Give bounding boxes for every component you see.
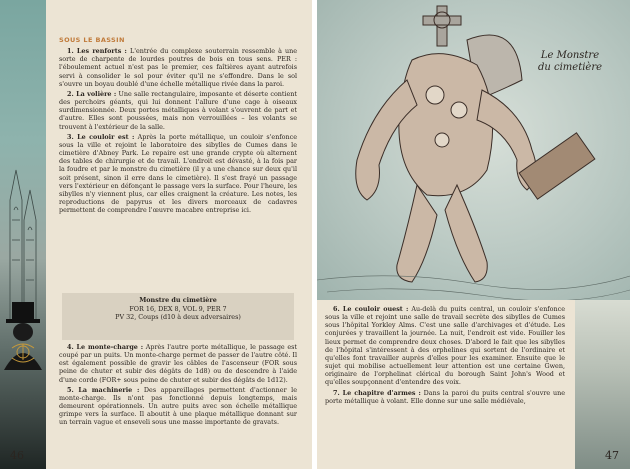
page-number-left: 46 (10, 449, 24, 462)
paragraph-monte-charge: 4. Le monte-charge : Après l'autre porte métallique, le passage est coupé par un puits. Un monte-charge permet de passer de l'autre côté. Il est également possible de gravir les câbles de l'ascenseur (FOR sous peine de chuter et subir des dégâts de 1d8) ou de descendre à l'aide d'une corde (FOR+ sous peine de chuter et subir des dégâts de 1d12). (59, 343, 297, 384)
paragraph-voliere: 2. La volière : Une salle rectangulaire, imposante et déserte contient des perchoirs géants, qui lui donnent l'allure d'une cage à oiseaux surdimensionnée. Deux portes métalliques à volant s'ouvrent de part et d'autre. Elles sont poussées, mais non verrouillées – les volants se trouvent à l'extérieur de la salle. (59, 89, 297, 131)
paragraph-machinerie: 5. La machinerie : Des appareillages permettent d'actionner le monte-charge. Ils n'ont pas fonctionné depuis longtemps, mais demeurent opérationnels. Un autre puits avec son échelle métallique grimpe vers la surface. Il aboutit à une plaque métallique donnant sur un terrain vague et enseveli sous une masse importante de gravats. (59, 385, 298, 427)
church-spire-icon (6, 160, 40, 320)
paragraph-renforts: 1. Les renforts : L'entrée du complexe souterrain ressemble à une sorte de charpente de lourdes poutres de bois en tous sens. PER : l'éboulement actuel n'est pas le premier, ces faîtières ayant autrefois servi à consolider le sol pour éviter qu'il ne s'effondre. Dans le sol s'ouvre un boyau doublé d'une échelle métallique rivée dans la paroi. (59, 47, 297, 88)
gothic-church-illustration (0, 0, 46, 469)
paragraph-couloir-ouest: 6. Le couloir ouest : Au-delà du puits central, un couloir s'enfonce sous la ville et rejoint une salle de travail secrète des sibylles de Cumes sous l'hôpital Yorkley Alms. C'est une salle d'archivages et d'étude. Les conjurées y travaillent la journée. La nuit, l'endroit est vide. Fouiller les lieux permet de comprendre deux choses. D'abord le fait que les sibylles de l'hôpital s'intéressent à des orphelines qui sortent de l'ordinaire et qu'elles font travailler auprès d'elles pour les examiner. Ensuite que le sujet qui mobilise actuellement leur attention est une certaine Gwen, originaire de l'orphelinat clérical du borough Saint John's Wood et qu'elles soupçonnent d'entendre des voix. (325, 305, 565, 387)
illustration-title-line-1: Le Monstre (540, 50, 600, 61)
monster-drawing-icon (317, 0, 630, 300)
stat-block-title: Monstre du cimetière (139, 296, 217, 304)
illustration-title-line-2: du cimetière (537, 62, 603, 73)
stat-block-line-1: FOR 16, DEX 8, VOL 9, PER 7 (129, 304, 227, 313)
left-text-column-2 (59, 343, 297, 429)
right-text-column (325, 305, 565, 407)
city-vignette-decoration (575, 300, 630, 469)
section-title: SOUS LE BASSIN (59, 36, 125, 44)
illustration-caption (530, 50, 610, 74)
stat-block-line-2: PV 32, Coups (d10 à deux adversaires) (115, 313, 241, 322)
left-text-column (59, 36, 297, 216)
paragraph-couloir-est: 3. Le couloir est : Après la porte métallique, un couloir s'enfonce sous la ville et rejoint le laboratoire des sibylles de Cumes dans le cimetière d'Abney Park. Le repaire est une grande crypte où alternent des tables de chirurgie et de travail. L'endroit est dévasté, à la fois par la foudre et par le monstre du cimetière (il y a une chance sur deux qu'il soit présent, sinon il erre dans le cimetière). Il s'est frayé un passage vers l'extérieur en défonçant le passage vers la surface. Pour l'heure, les sibylles n'y viennent plus, car elles craignent la créature. Les notes, les reproductions de papyrus et les divers morceaux de cadavres permettent de comprendre l'œuvre macabre entreprise ici. (59, 132, 298, 215)
paragraph-chapitre-armes: 7. Le chapitre d'armes : Dans la paroi du puits central s'ouvre une porte métallique à volant. Elle donne sur une salle médiévale, (325, 388, 565, 405)
left-page (0, 0, 312, 469)
top-hat-figure-icon (2, 300, 46, 370)
cemetery-monster-illustration (317, 0, 630, 300)
page-number-right: 47 (605, 449, 619, 462)
monster-stat-block (62, 293, 294, 340)
